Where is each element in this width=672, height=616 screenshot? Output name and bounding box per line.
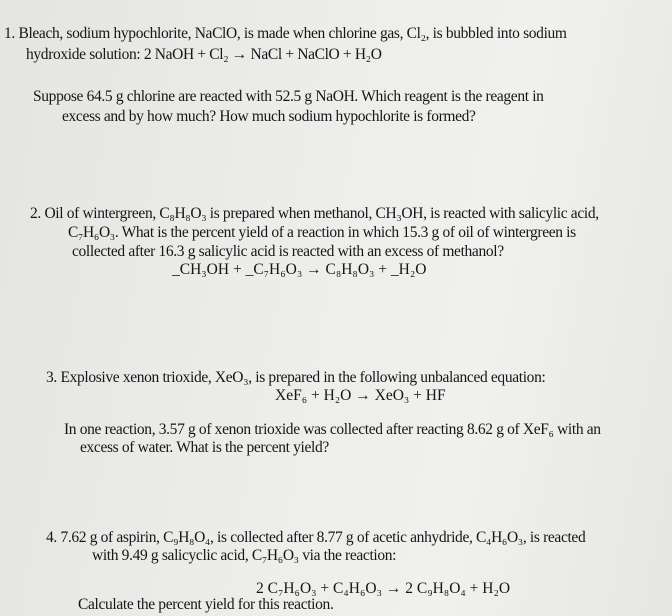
problem-4-line-2: with 9.49 g salicyclic acid, C₇H₆O₃ via the reaction: [92, 547, 397, 564]
problem-4-equation: 2 C₇H₆O₃ + C₄H₆O₃ → 2 C₉H₈O₄ + H₂O [256, 580, 511, 597]
problem-1-question-line-2: excess and by how much? How much sodium hypochlorite is formed? [62, 108, 476, 125]
problem-4-line-1: 4. 7.62 g of aspirin, C₉H₈O₄, is collected after 8.77 g of acetic anhydride, C₄H₆O₃, is reacted [46, 529, 586, 546]
problem-3-line-3: In one reaction, 3.57 g of xenon trioxide was collected after reacting 8.62 g of XeF₆ with an [64, 421, 601, 438]
problem-2-line-1: 2. Oil of wintergreen, C₈H₈O₃ is prepared when methanol, CH₃OH, is reacted with salicylic acid, [30, 205, 599, 222]
problem-3-equation: XeF₆ + H₂O → XeO₃ + HF [275, 387, 446, 404]
problem-3-line-4: excess of water. What is the percent yield? [80, 439, 329, 456]
problem-2-equation: _CH₃OH + _C₇H₆O₃ → C₈H₈O₃ + _H₂O [172, 261, 427, 278]
problem-2-line-2: C₇H₆O₃. What is the percent yield of a reaction in which 15.3 g of oil of wintergreen is [68, 224, 576, 241]
problem-1-equation-line: hydroxide solution: 2 NaOH + Cl₂ → NaCl + NaClO + H₂O [26, 46, 382, 63]
problem-2-line-3: collected after 16.3 g salicylic acid is reacted with an excess of methanol? [72, 243, 504, 260]
problem-4-question: Calculate the percent yield for this reaction. [78, 596, 334, 613]
problem-1-line-1: 1. Bleach, sodium hypochlorite, NaClO, is made when chlorine gas, Cl₂, is bubbled into sodium [4, 25, 567, 42]
problem-3-line-1: 3. Explosive xenon trioxide, XeO₃, is prepared in the following unbalanced equation: [46, 369, 546, 386]
problem-1-question-line-1: Suppose 64.5 g chlorine are reacted with 52.5 g NaOH. Which reagent is the reagent in [33, 88, 544, 105]
